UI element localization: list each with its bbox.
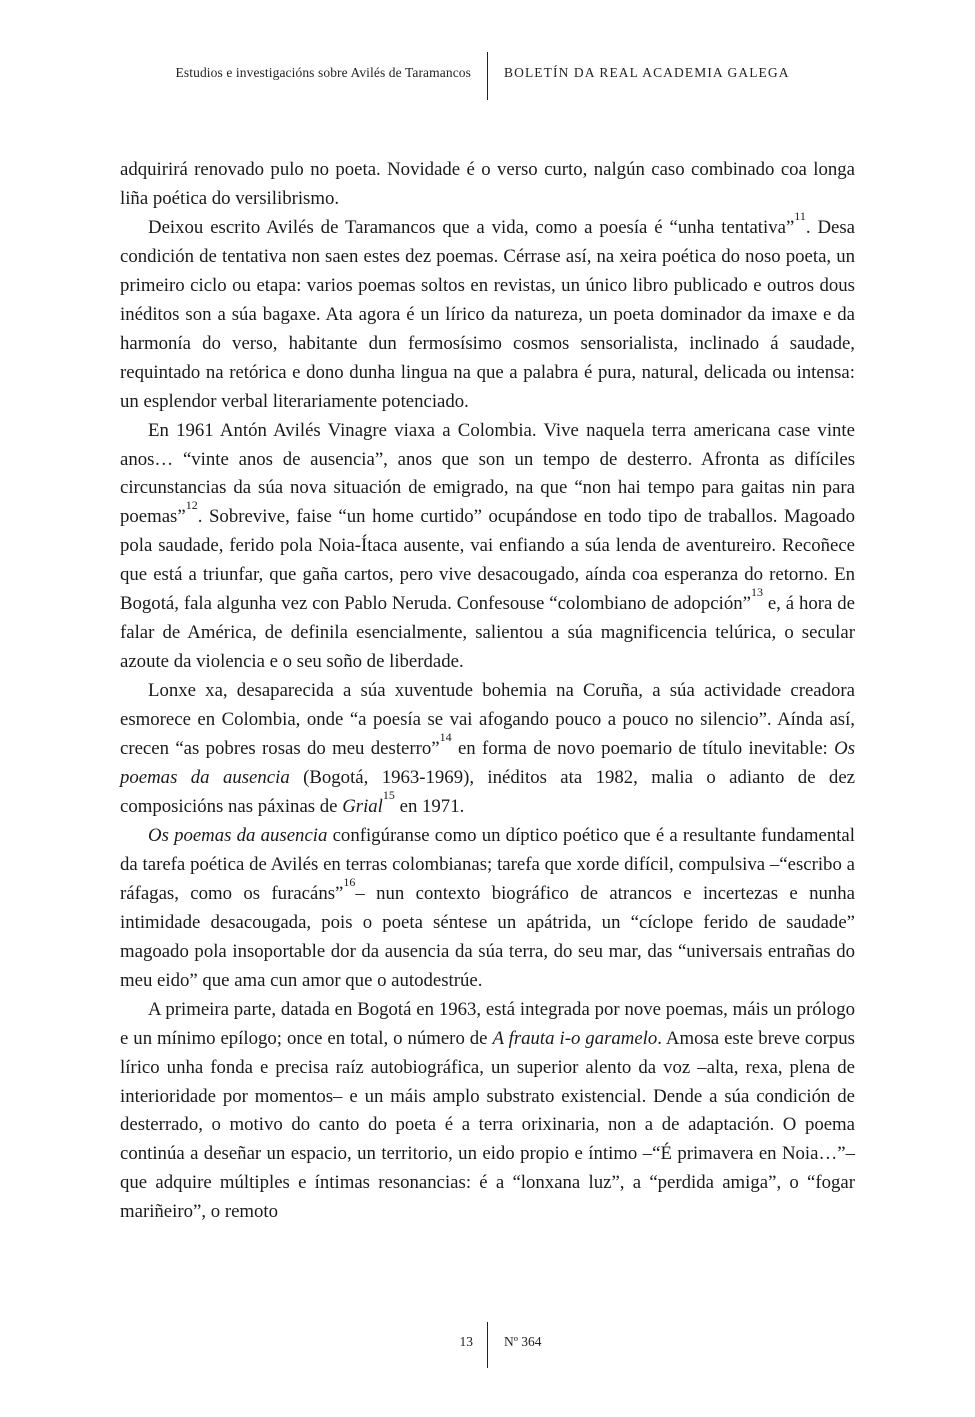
paragraph [120,156,855,214]
text-run: configúranse como un díptico poético que é a resultante fundamental da tarefa poética de Avilés en terras colombianas; tarefa que xorde difícil, compulsiva –“escribo a ráfagas, como os furacáns” [120,824,855,904]
italic-title: Grial [342,795,383,817]
body-text [120,156,855,1227]
header-divider [487,52,488,100]
text-run: adquirirá renovado pulo no poeta. Novidade é o verso curto, nalgún caso combinado coa longa liña poética do versilibrismo. [120,159,855,209]
text-run: (Bogotá, 1963-1969), inéditos ata 1982, malia o adianto de dez composicións nas páxinas de [120,767,855,817]
page-number: 13 [459,1334,473,1349]
text-run: A primeira parte, datada en Bogotá en 1963, está integrada por nove poemas, máis un prólogo e un mínimo epílogo; once en total, o número de [120,998,855,1049]
paragraph [120,677,855,822]
footnote-ref: 11 [794,208,806,223]
header-journal-title: BOLETÍN DA REAL ACADEMIA GALEGA [504,65,790,80]
text-run: Lonxe xa, desaparecida a súa xuventude bohemia na Coruña, a súa actividade creadora esmorece en Colombia, onde “a poesía se vai afogando pouco a pouco no silencio”. Aínda así, crecen “as pobres rosas do meu desterro” [120,680,855,760]
text-run: En 1961 Antón Avilés Vinagre viaxa a Colombia. Vive naquela terra americana case vinte anos… “vinte anos de ausencia”, anos que son un tempo de desterro. Afronta as difíciles circunstancias da súa nova situación de emigrado, na que “non hai tempo para gaitas nin para poemas” [120,419,855,528]
footnote-ref: 16 [343,874,356,889]
italic-title: A frauta i-o garamelo [492,1027,658,1049]
footnote-ref: 13 [750,585,763,600]
paragraph [120,822,855,996]
paragraph [120,417,855,678]
text-run: e, á hora de falar de América, de definila esencialmente, salientou a súa magnificencia telúrica, o secular azoute da violencia e o seu soño de liberdade. [120,593,855,673]
text-run: . Desa condición de tentativa non saen estes dez poemas. Cérrase así, na xeira poética do noso poeta, un primeiro ciclo ou etapa: varios poemas soltos en revistas, un único libro publicado e outros dous inéditos son a súa bagaxe. Ata agora é un lírico da natureza, un poeta dominador da imaxe e da harmonía do verso, habitante dun fermosísimo cosmos sensorialista, inclinado á saudade, requintado na retórica e dono dunha lingua na que a palabra é pura, natural, delicada ou intensa: un esplendor verbal literariamente potenciado. [120,216,856,412]
paragraph [120,996,855,1228]
running-header [0,52,975,100]
issue-number: Nº 364 [504,1334,542,1349]
italic-title: Os poemas da ausencia [148,824,328,846]
text-run: Deixou escrito Avilés de Taramancos que a vida, como a poesía é “unha tentativa” [148,216,795,238]
footnote-ref: 12 [185,498,198,513]
text-run: en forma de novo poemario de título inevitable: [451,738,835,760]
text-run: – nun contexto biográfico de atrancos e incertezas e nunha intimidade desacougada, pois o poeta séntese un apátrida, un “cíclope ferido de saudade” magoado pola insoportable dor da ausencia da súa terra, do seu mar, das “universais entrañas do meu eido” que ama cun amor que o autodestrúe. [120,882,855,991]
text-run: en 1971. [394,795,465,817]
italic-title: Os poemas da ausencia [120,738,855,789]
text-run: . Sobrevive, faise “un home curtido” ocupándose en todo tipo de traballos. Magoado pola saudade, ferido pola Noia-Ítaca ausente, vai enfiando a súa lenda de aventureiro. Recoñece que está a triunfar, que gaña cartos, pero vive desacougado, aínda coa esperanza do retorno. En Bogotá, fala algunha vez con Pablo Neruda. Confesouse “colombiano de adopción” [120,506,855,615]
footnote-ref: 15 [382,787,395,802]
header-section-title: Estudios e investigacións sobre Avilés de Taramancos [175,65,471,80]
footer-divider [487,1322,488,1368]
page-footer [0,1322,975,1368]
footnote-ref: 14 [439,729,452,744]
text-run: . Amosa este breve corpus lírico unha fonda e precisa raíz autobiográfica, un superior alento da voz –alta, rexa, plena de interioridade por momentos– e un máis amplo substrato existencial. Dende a súa condición de desterrado, o motivo do canto do poeta é a terra orixinaria, non a de adaptación. O poema continúa a deseñar un espacio, un territorio, un eido propio e íntimo –“É primavera en Noia…”– que adquire múltiples e íntimas resonancias: é a “lonxana luz”, a “perdida amiga”, o “fogar mariñeiro”, o remoto [120,1027,855,1223]
paragraph [120,208,856,417]
